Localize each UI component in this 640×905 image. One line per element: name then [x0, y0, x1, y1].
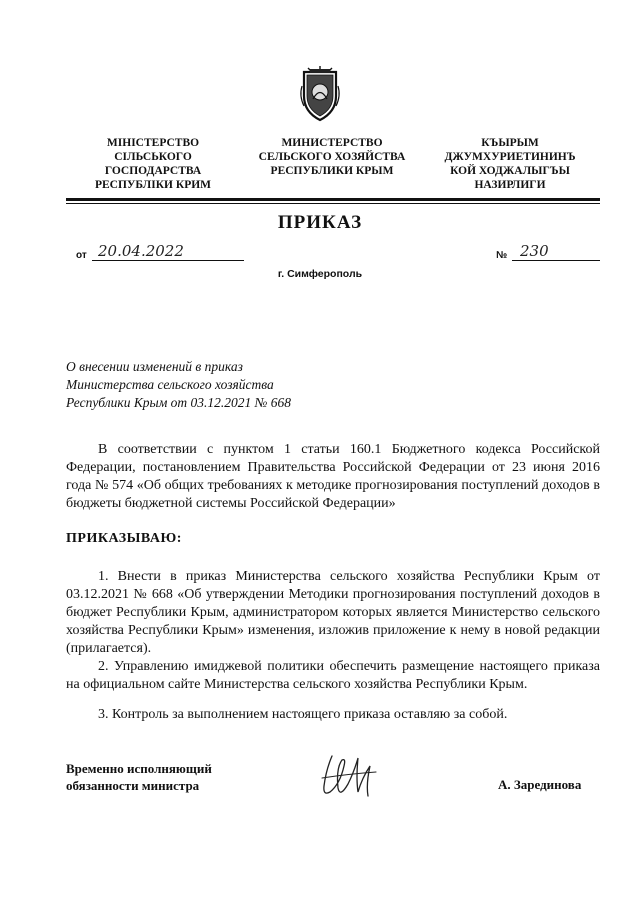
header-line: МІНІСТЕРСТВО — [106, 137, 200, 149]
header-line: СЕЛЬСКОГО ХОЗЯЙСТВА — [258, 151, 406, 163]
date-number-row — [0, 242, 640, 266]
header-line: СІЛЬСЬКОГО — [114, 151, 192, 163]
date-value: 20.04.2022 — [92, 242, 244, 261]
header-divider-thin — [66, 203, 600, 204]
date-label: от — [76, 250, 87, 261]
subject-line: Республики Крым от 03.12.2021 № 668 — [66, 395, 292, 410]
order-item-2: 2. Управлению имиджевой политики обеспечить размещение настоящего приказа на официальном сайте Министерства сельского хозяйства Республики Крым. — [66, 659, 600, 692]
header-russian — [247, 136, 417, 178]
header-ukrainian — [78, 136, 228, 192]
crimea-coat-of-arms-icon — [298, 66, 342, 122]
header-line: МИНИСТЕРСТВО — [281, 137, 383, 149]
signatory-position — [66, 760, 212, 794]
order-subject — [66, 358, 386, 412]
header-line: НАЗИРЛИГИ — [474, 179, 546, 191]
ministry-header — [60, 136, 600, 196]
signatory-name: А. Зарединова — [498, 777, 582, 792]
header-divider-thick — [66, 198, 600, 201]
city: г. Симферополь — [277, 268, 363, 280]
header-line: РЕСПУБЛИКИ КРЫМ — [270, 165, 394, 177]
order-item-3: 3. Контроль за выполнением настоящего приказа оставляю за собой. — [98, 707, 508, 722]
position-line: обязанности министра — [66, 778, 200, 793]
order-item-1: 1. Внести в приказ Министерства сельского хозяйства Республики Крым от 03.12.2021 № 668 «Об утверждении Методики прогнозирования поступлений доходов в бюджет Республики Крым, администратором которых является Министерство сельского хозяйства Республики Крым» изменения, изложив приложение к нему в новой редакции (прилагается). — [66, 569, 600, 656]
subject-line: О внесении изменений в приказ — [66, 359, 243, 374]
document-title: ПРИКАЗ — [277, 212, 363, 233]
header-line: КЪЫРЫМ — [481, 137, 539, 149]
order-word: ПРИКАЗЫВАЮ: — [66, 531, 182, 546]
subject-line: Министерства сельского хозяйства — [66, 377, 274, 392]
position-line: Временно исполняющий — [66, 761, 212, 776]
number-value: 230 — [512, 242, 600, 261]
header-crimean-tatar — [430, 136, 590, 192]
header-line: КОЙ ХОДЖАЛЫГЪЫ — [450, 165, 570, 177]
header-line: ДЖУМХУРИЕТИНИНЪ — [444, 151, 576, 163]
header-line: РЕСПУБЛІКИ КРИМ — [94, 179, 212, 191]
number-label: № — [496, 250, 508, 261]
handwritten-signature-icon — [318, 748, 382, 804]
header-line: ГОСПОДАРСТВА — [104, 165, 202, 177]
preamble-paragraph: В соответствии с пунктом 1 статьи 160.1 Бюджетного кодекса Российской Федерации, постановлением Правительства Российской Федерации от 23 июня 2016 года № 574 «Об общих требованиях к методике прогнозирования поступлений доходов в бюджеты бюджетной системы Российской Федерации» — [66, 442, 600, 511]
